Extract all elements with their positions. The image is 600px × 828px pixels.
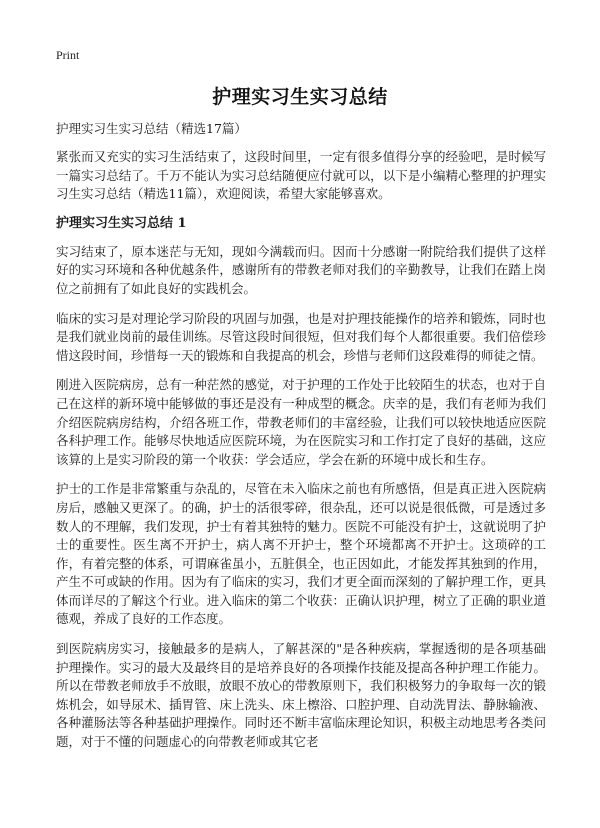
body-paragraph-1: 实习结束了，原本迷茫与无知，现如今满载而归。因而十分感谢一附院给我们提供了这样好的实习环境和各种优越条件，感谢所有的带教老师对我们的辛勤教导，让我们在踏上岗位之前拥有了如此良好的实践机会。 — [56, 243, 546, 296]
print-link[interactable]: Print — [56, 48, 80, 62]
document-subtitle: 护理实习生实习总结（精选17篇） — [56, 121, 247, 136]
body-paragraph-2: 临床的实习是对理论学习阶段的巩固与加强，也是对护理技能操作的培养和锻炼，同时也是我们就业岗前的最佳训练。尽管这段时间很短，但对我们每个人都很重要。我们倍偿珍惜这段时间，珍惜每一天的锻炼和自我提高的机会，珍惜与老师们这段难得的师徒之情。 — [56, 310, 546, 363]
page-title: 护理实习生实习总结 — [212, 86, 388, 108]
body-paragraph-4: 护士的工作是非常繁重与杂乱的，尽管在未入临床之前也有所感悟，但是真正进入医院病房后，感触又更深了。的确，护士的活很零碎，很杂乱，还可以说是很低微，可是透过多数人的不理解，我们发现，护士有着其独特的魅力。医院不可能没有护士，这就说明了护士的重要性。医生离不开护士，病人离不开护士，整个环境都离不开护士。这琐碎的工作，有着完整的体系，可谓麻雀虽小，五脏俱全，也正因如此，才能发挥其独到的作用，产生不可或缺的作用。因为有了临床的实习，我们才更全面而深刻的了解护理工作，更具体而详尽的了解这个行业。进入临床的第二个收获：正确认识护理，树立了正确的职业道德观，养成了良好的工作态度。 — [56, 481, 546, 627]
section-heading: 护理实习生实习总结 1 — [56, 215, 187, 231]
body-paragraph-3: 刚进入医院病房，总有一种茫然的感觉，对于护理的工作处于比较陌生的状态，也对于自己在这样的新环境中能够做的事还是没有一种成型的概念。庆幸的是，我们有老师为我们介绍医院病房结构，介绍各班工作，带教老师们的丰富经验，让我们可以较快地适应医院各科护理工作。能够尽快地适应医院环境，为在医院实习和工作打定了良好的基础，这应该算的上是实习阶段的第一个收获：学会适应，学会在新的环境中成长和生存。 — [56, 377, 546, 467]
body-paragraph-5: 到医院病房实习，接触最多的是病人，了解甚深的"是各种疾病，掌握透彻的是各项基础护理操作。实习的最大及最终目的是培养良好的各项操作技能及提高各种护理工作能力。所以在带教老师放手不放眼，放眼不放心的带教原则下，我们积极努力的争取每一次的锻炼机会，如导尿术、插胃管、床上洗头、床上檫浴、口腔护理、自动洗胃法、静脉输液、各种灌肠法等各种基础护理操作。同时还不断丰富临床理论知识，积极主动地思考各类问题，对于不懂的问题虚心的向带教老师或其它老 — [56, 641, 546, 750]
intro-paragraph: 紧张而又充实的实习生活结束了，这段时间里，一定有很多值得分享的经验吧，是时候写一篇实习总结了。千万不能认为实习总结随便应付就可以，以下是小编精心整理的护理实习生实习总结（精选11篇），欢迎阅读，希望大家能够喜欢。 — [56, 149, 546, 202]
document-body — [56, 120, 546, 763]
